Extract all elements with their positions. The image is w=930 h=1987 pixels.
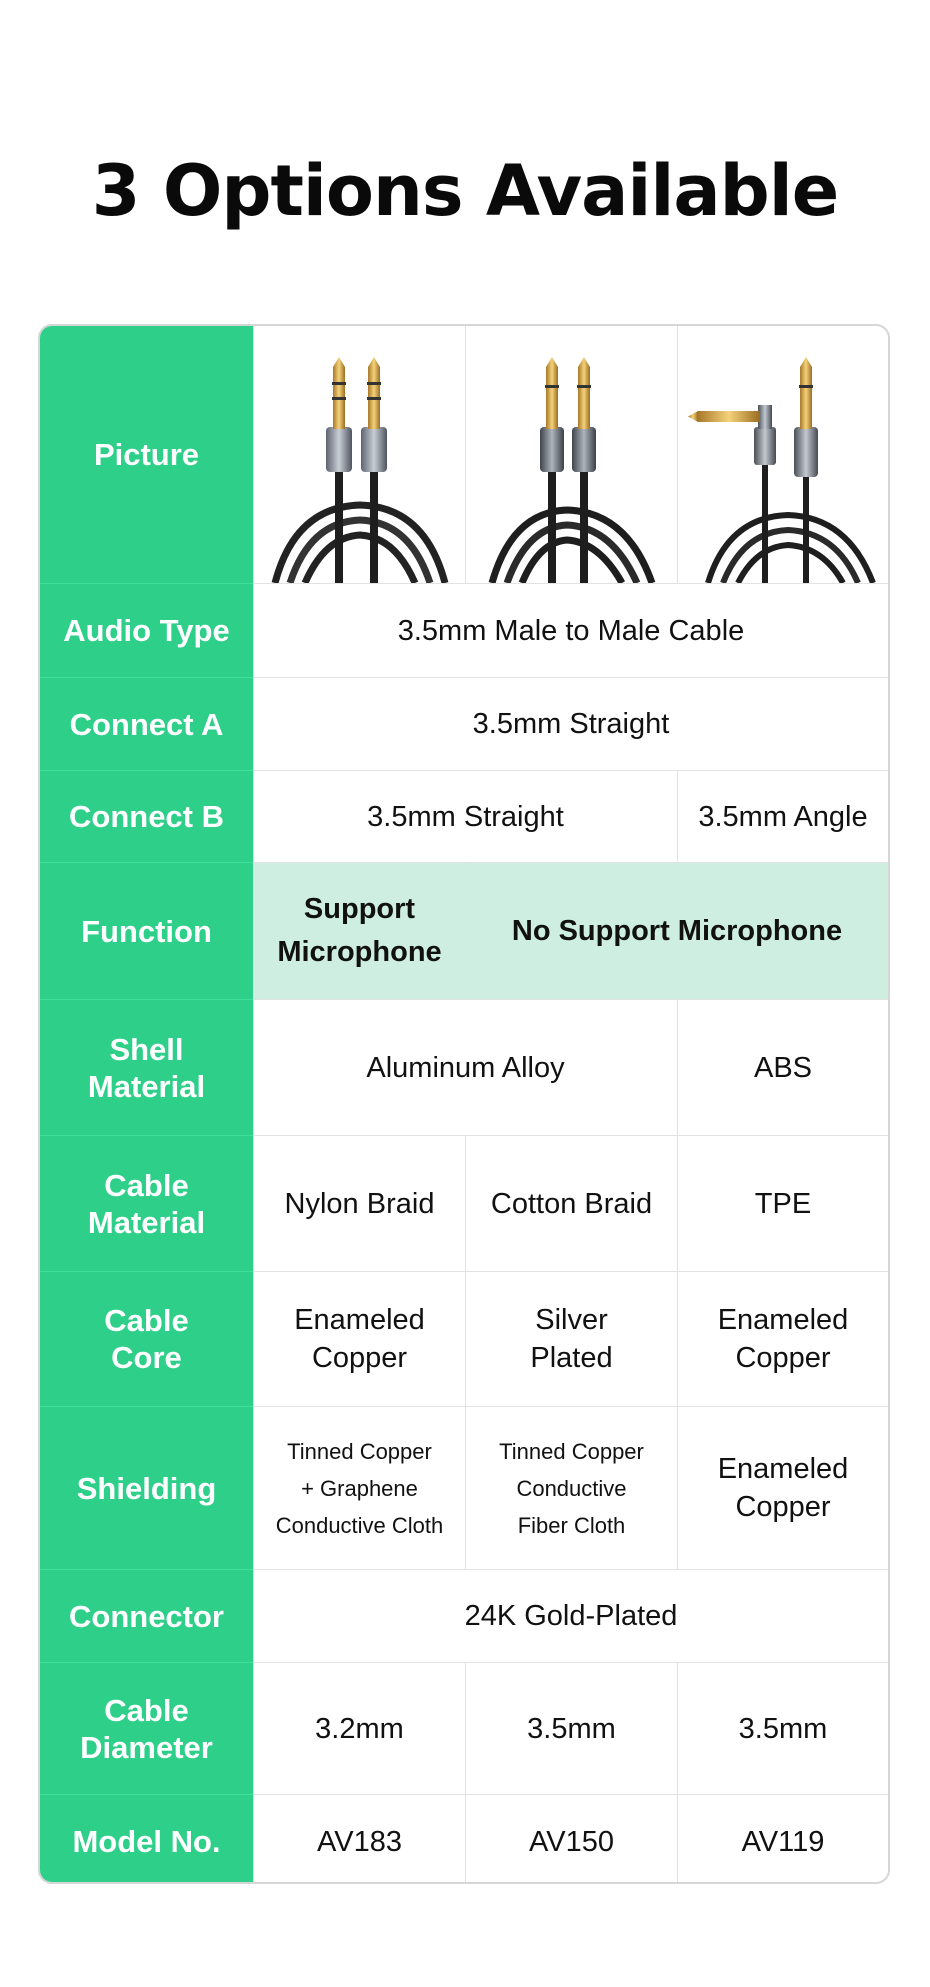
function-support-mic: Support Microphone <box>253 863 465 1000</box>
row-label-shielding: Shielding <box>40 1407 253 1570</box>
shielding-av183: Tinned Copper + Graphene Conductive Cloth <box>253 1407 465 1570</box>
page-title: 3 Options Available <box>91 150 839 232</box>
cable-core-av119: Enameled Copper <box>677 1272 888 1407</box>
row-label-picture: Picture <box>40 326 253 584</box>
shielding-av150: Tinned Copper Conductive Fiber Cloth <box>465 1407 677 1570</box>
cable-core-av150: Silver Plated <box>465 1272 677 1407</box>
row-label-cable-core: Cable Core <box>40 1272 253 1407</box>
row-label-connect-b: Connect B <box>40 771 253 863</box>
row-label-connect-a: Connect A <box>40 678 253 771</box>
cable-diameter-av119: 3.5mm <box>677 1663 888 1795</box>
model-av150: AV150 <box>465 1795 677 1884</box>
row-label-connector: Connector <box>40 1570 253 1663</box>
connect-a-value: 3.5mm Straight <box>253 678 888 771</box>
av150-cable-image <box>465 326 677 584</box>
connect-b-value-straight: 3.5mm Straight <box>253 771 677 863</box>
audio-type-value: 3.5mm Male to Male Cable <box>253 584 888 678</box>
av183-cable-image <box>253 326 465 584</box>
cable-diameter-av150: 3.5mm <box>465 1663 677 1795</box>
av119-cable-image <box>677 326 888 584</box>
comparison-table <box>38 324 890 1884</box>
model-av183: AV183 <box>253 1795 465 1884</box>
row-label-model-no: Model No. <box>40 1795 253 1884</box>
function-no-support-mic: No Support Microphone <box>465 863 888 1000</box>
cable-core-av183: Enameled Copper <box>253 1272 465 1407</box>
model-av119: AV119 <box>677 1795 888 1884</box>
row-label-shell-material: Shell Material <box>40 1000 253 1136</box>
row-label-cable-material: Cable Material <box>40 1136 253 1272</box>
shell-material-aluminum: Aluminum Alloy <box>253 1000 677 1136</box>
row-label-function: Function <box>40 863 253 1000</box>
row-label-audio-type: Audio Type <box>40 584 253 678</box>
cable-material-av150: Cotton Braid <box>465 1136 677 1272</box>
shell-material-abs: ABS <box>677 1000 888 1136</box>
shielding-av119: Enameled Copper <box>677 1407 888 1570</box>
cable-material-av183: Nylon Braid <box>253 1136 465 1272</box>
connect-b-value-angle: 3.5mm Angle <box>677 771 888 863</box>
cable-material-av119: TPE <box>677 1136 888 1272</box>
row-label-cable-diameter: Cable Diameter <box>40 1663 253 1795</box>
connector-value: 24K Gold-Plated <box>253 1570 888 1663</box>
cable-diameter-av183: 3.2mm <box>253 1663 465 1795</box>
